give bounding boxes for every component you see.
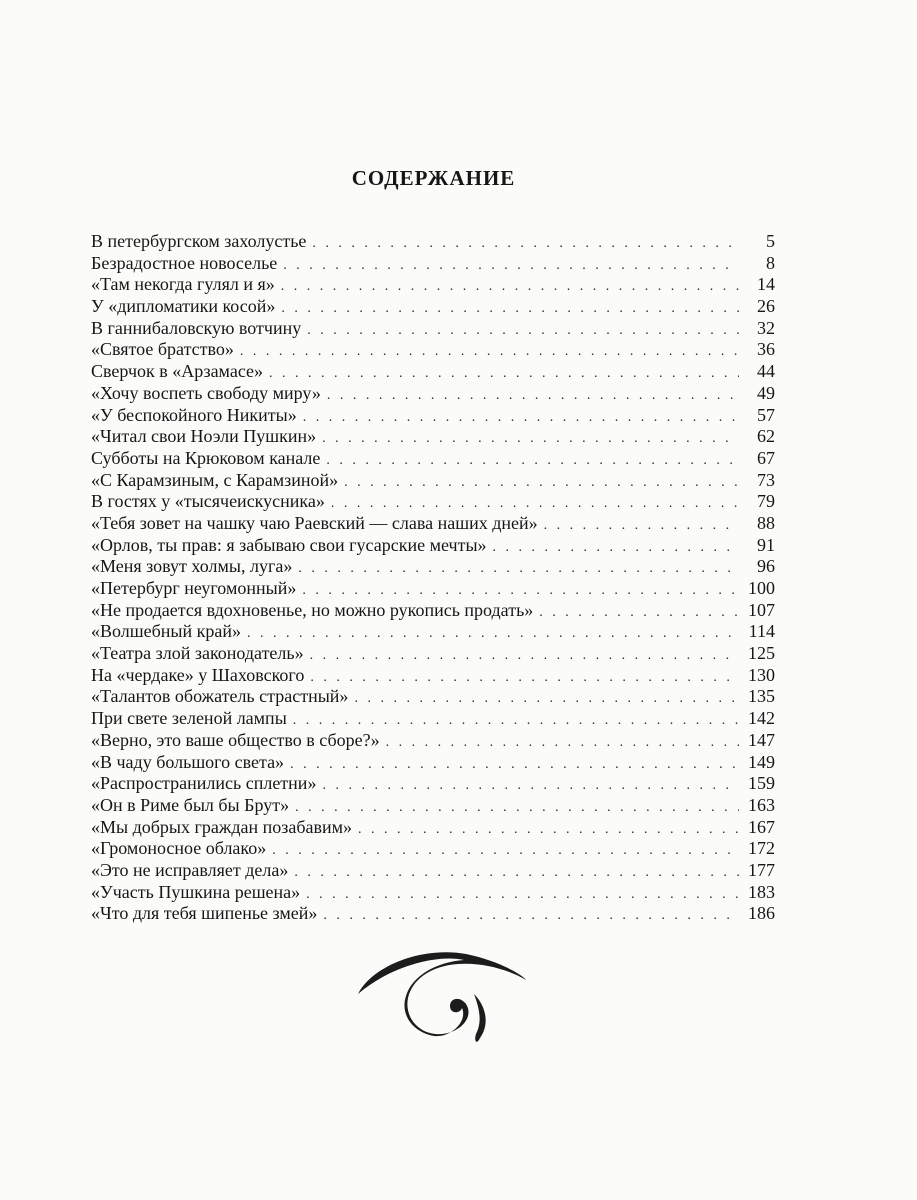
toc-entry (91, 752, 775, 774)
toc-entry-page: 130 (748, 664, 775, 685)
toc-leader-dots (303, 407, 739, 429)
toc-leader-dots (298, 558, 739, 580)
toc-entry-page: 186 (748, 903, 775, 924)
toc-entry-page: 177 (748, 859, 775, 880)
toc-leader-dots (290, 754, 739, 776)
toc-entry-title: «Читал свои Ноэли Пушкин» (91, 426, 317, 447)
table-of-contents (91, 231, 775, 925)
toc-entry (91, 296, 775, 318)
toc-entry (91, 795, 775, 817)
toc-leader-dots (310, 645, 739, 667)
toc-entry-title: На «чердаке» у Шаховского (91, 664, 305, 685)
toc-leader-dots (281, 298, 739, 320)
toc-entry-page: 142 (748, 708, 775, 729)
toc-entry-title: «Это не исправляет дела» (91, 859, 289, 880)
toc-entry-title: «С Карамзиным, с Карамзиной» (91, 469, 339, 490)
toc-entry (91, 708, 775, 730)
toc-entry (91, 491, 775, 513)
toc-entry-page: 167 (748, 816, 775, 837)
toc-leader-dots (327, 385, 739, 407)
toc-leader-dots (539, 602, 739, 624)
toc-entry-title: При свете зеленой лампы (91, 708, 287, 729)
toc-entry-title: «Там некогда гулял и я» (91, 274, 275, 295)
toc-entry-title: «Орлов, ты прав: я забываю свои гусарские мечты» (91, 534, 487, 555)
toc-entry-title: «Тебя зовет на чашку чаю Раевский — слава наших дней» (91, 512, 538, 533)
toc-entry (91, 817, 775, 839)
toc-entry (91, 643, 775, 665)
toc-entry (91, 361, 775, 383)
toc-entry-title: У «дипломатики косой» (91, 296, 276, 317)
toc-entry (91, 686, 775, 708)
toc-entry-page: 172 (748, 838, 775, 859)
toc-entry-page: 183 (748, 881, 775, 902)
toc-entry-title: «Меня зовут холмы, луга» (91, 556, 293, 577)
toc-entry (91, 838, 775, 860)
toc-entry (91, 535, 775, 557)
toc-entry-title: Сверчок в «Арзамасе» (91, 361, 264, 382)
toc-entry-title: «Не продается вдохновенье, но можно рукопись продать» (91, 599, 534, 620)
toc-entry (91, 470, 775, 492)
toc-entry-title: «Петербург неугомонный» (91, 578, 297, 598)
toc-entry-title: «Театра злой законодатель» (91, 643, 304, 664)
toc-entry-page: 159 (748, 773, 775, 794)
toc-entry-page: 125 (748, 643, 775, 664)
toc-leader-dots (295, 797, 739, 819)
toc-entry-title: «Он в Риме был бы Брут» (91, 794, 290, 815)
toc-leader-dots (247, 623, 739, 645)
toc-leader-dots (323, 905, 739, 927)
toc-entry-title: «Святое братство» (91, 339, 234, 360)
toc-entry-page: 49 (757, 382, 775, 403)
toc-entry (91, 556, 775, 578)
toc-entry-title: «Талантов обожатель страстный» (91, 686, 349, 707)
toc-entry-title: «Что для тебя шипенье змей» (91, 903, 318, 924)
toc-leader-dots (281, 276, 739, 298)
toc-leader-dots (283, 255, 739, 277)
toc-leader-dots (322, 428, 739, 450)
toc-entry (91, 405, 775, 427)
toc-entry-title: «Громоносное облако» (91, 838, 267, 859)
toc-entry-title: В гостях у «тысячеискусника» (91, 491, 325, 512)
toc-leader-dots (358, 819, 739, 841)
toc-leader-dots (302, 580, 739, 602)
toc-entry-title: Безрадостное новоселье (91, 252, 278, 273)
toc-entry (91, 339, 775, 361)
swirl-ornament (350, 940, 530, 1050)
toc-entry-page: 32 (757, 317, 775, 338)
toc-entry (91, 903, 775, 925)
toc-entry-page: 147 (748, 729, 775, 750)
toc-entry (91, 578, 775, 600)
toc-entry-page: 5 (766, 231, 775, 251)
toc-entry-page: 91 (757, 534, 775, 555)
toc-leader-dots (310, 667, 739, 689)
toc-leader-dots (354, 688, 739, 710)
toc-entry-page: 14 (757, 274, 775, 295)
toc-entry (91, 773, 775, 795)
toc-entry-title: В ганнибаловскую вотчину (91, 317, 302, 338)
toc-entry-page: 26 (757, 296, 775, 317)
toc-entry (91, 621, 775, 643)
toc-entry-page: 8 (766, 252, 775, 273)
toc-entry-page: 100 (748, 578, 775, 598)
toc-leader-dots (240, 341, 739, 363)
toc-leader-dots (269, 363, 739, 385)
toc-entry (91, 253, 775, 275)
toc-entry (91, 860, 775, 882)
toc-entry (91, 318, 775, 340)
toc-leader-dots (331, 493, 739, 515)
toc-entry-title: В петербургском захолустье (91, 231, 307, 251)
toc-entry-title: «В чаду большого света» (91, 751, 285, 772)
toc-entry-page: 135 (748, 686, 775, 707)
toc-leader-dots (544, 515, 739, 537)
page-title: СОДЕРЖАНИЕ (351, 166, 516, 190)
toc-entry (91, 448, 775, 470)
toc-entry-page: 163 (748, 794, 775, 815)
toc-leader-dots (306, 884, 739, 906)
toc-leader-dots (326, 450, 739, 472)
toc-entry (91, 231, 775, 253)
toc-entry-page: 107 (748, 599, 775, 620)
toc-entry-page: 96 (757, 556, 775, 577)
toc-entry (91, 600, 775, 622)
toc-entry-page: 114 (748, 621, 775, 642)
toc-entry-title: Субботы на Крюковом канале (91, 447, 321, 468)
toc-leader-dots (322, 775, 739, 797)
toc-entry (91, 730, 775, 752)
toc-leader-dots (272, 840, 739, 862)
toc-entry (91, 513, 775, 535)
toc-entry (91, 383, 775, 405)
toc-entry-page: 62 (757, 426, 775, 447)
toc-leader-dots (493, 537, 739, 559)
toc-entry-page: 36 (757, 339, 775, 360)
toc-entry-title: «Распространились сплетни» (91, 773, 317, 794)
toc-entry-title: «Участь Пушкина решена» (91, 881, 301, 902)
toc-entry-title: «Мы добрых граждан позабавим» (91, 816, 352, 837)
toc-leader-dots (344, 472, 739, 494)
toc-entry (91, 426, 775, 448)
toc-leader-dots (307, 320, 739, 342)
toc-entry-page: 44 (757, 361, 775, 382)
toc-entry-page: 149 (748, 751, 775, 772)
toc-entry-title: «Верно, это ваше общество в сборе?» (91, 729, 380, 750)
toc-entry-title: «Волшебный край» (91, 621, 241, 642)
toc-entry (91, 882, 775, 904)
toc-leader-dots (312, 233, 739, 255)
toc-entry-page: 73 (757, 469, 775, 490)
toc-entry-title: «У беспокойного Никиты» (91, 404, 297, 425)
toc-entry (91, 665, 775, 687)
toc-entry-page: 79 (757, 491, 775, 512)
toc-entry (91, 274, 775, 296)
toc-entry-page: 67 (757, 447, 775, 468)
toc-entry-page: 57 (757, 404, 775, 425)
toc-entry-page: 88 (757, 512, 775, 533)
toc-leader-dots (293, 710, 739, 732)
toc-entry-title: «Хочу воспеть свободу миру» (91, 382, 321, 403)
toc-leader-dots (386, 732, 739, 754)
toc-leader-dots (294, 862, 739, 884)
